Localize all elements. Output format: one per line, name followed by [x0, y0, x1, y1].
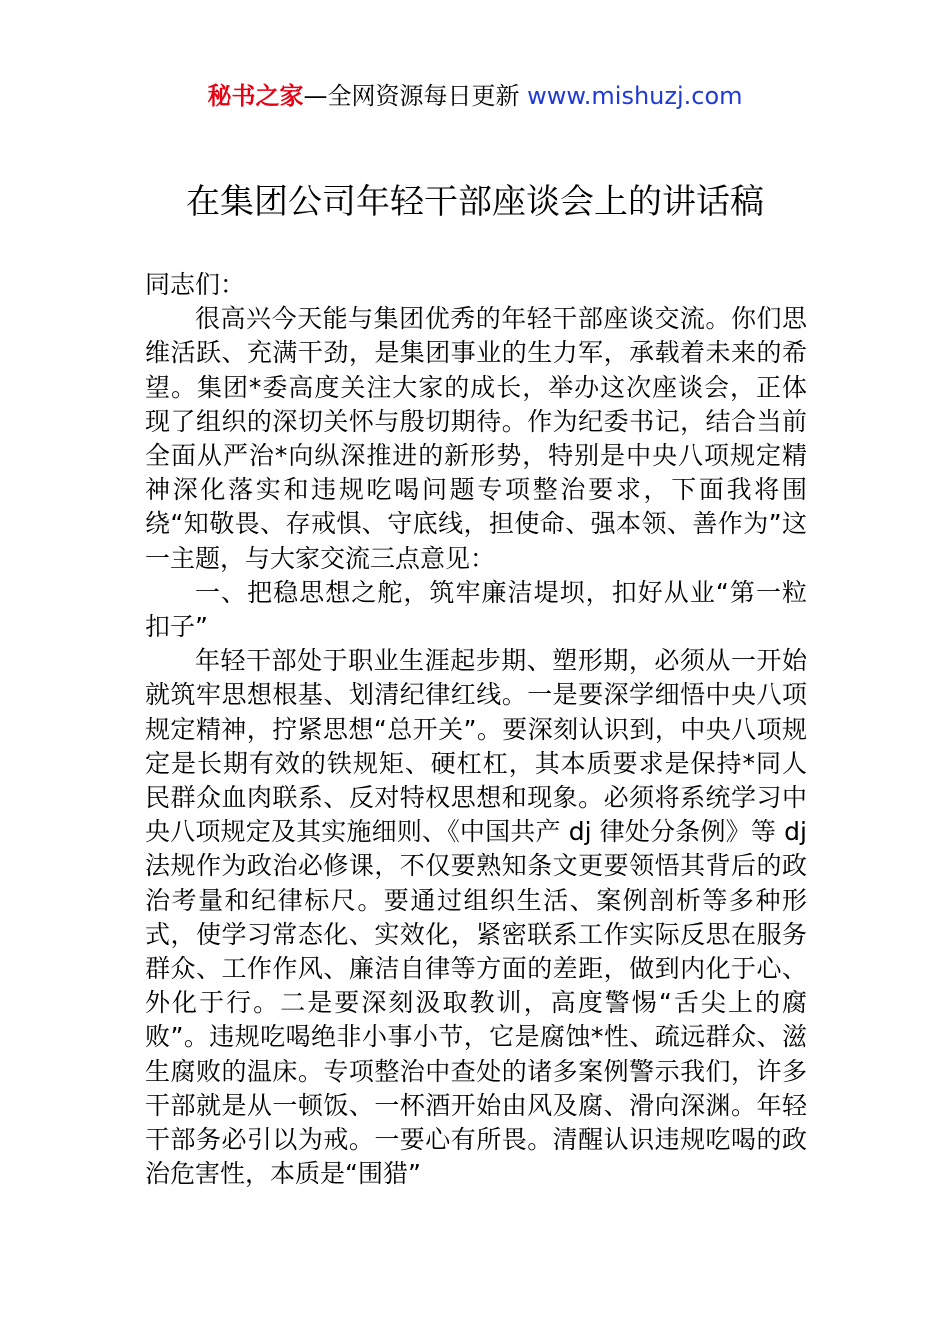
site-header — [0, 80, 950, 112]
site-tagline: —全网资源每日更新 — [303, 82, 520, 110]
site-url-link[interactable]: www.mishuzj.com — [527, 82, 743, 110]
site-brand: 秘书之家 — [207, 82, 304, 110]
body-paragraph: 很高兴今天能与集团优秀的年轻干部座谈交流。你们思维活跃、充满干劲，是集团事业的生力军，承载着未来的希望。集团*委高度关注大家的成长，举办这次座谈会，正体现了组织的深切关怀与殷切期待。作为纪委书记，结合当前全面从严治*向纵深推进的新形势，特别是中央八项规定精神深化落实和违规吃喝问题专项整治要求，下面我将围绕“知敬畏、存戒惧、守底线，担使命、强本领、善作为”这一主题，与大家交流三点意见： — [145, 304, 807, 573]
salutation: 同志们： — [145, 270, 246, 299]
section-heading: 一、把稳思想之舵，筑牢廉洁堤坝，扣好从业“第一粒扣子” — [145, 577, 807, 642]
document-title: 在集团公司年轻干部座谈会上的讲话稿 — [186, 182, 764, 222]
document-body — [145, 268, 807, 1191]
body-paragraph: 年轻干部处于职业生涯起步期、塑形期，必须从一开始就筑牢思想根基、划清纪律红线。一是要深学细悟中央八项规定精神，拧紧思想“总开关”。要深刻认识到，中央八项规定是长期有效的铁规矩、硬杠杠，其本质要求是保持*同人民群众血肉联系、反对特权思想和现象。必须将系统学习中央八项规定及其实施细则、《中国共产 dj 律处分条例》等 dj 法规作为政治必修课，不仅要熟知条文更要领悟其背后的政治考量和纪律标尺。要通过组织生活、案例剖析等多种形式，使学习常态化、实效化，紧密联系工作实际反思在服务群众、工作作风、廉洁自律等方面的差距，做到内化于心、外化于行。二是要深刻汲取教训，高度警惕“舌尖上的腐败”。违规吃喝绝非小事小节，它是腐蚀*性、疏远群众、滋生腐败的温床。专项整治中查处的诸多案例警示我们，许多干部就是从一顿饭、一杯酒开始由风及腐、滑向深渊。年轻干部务必引以为戒。一要心有所畏。清醒认识违规吃喝的政治危害性，本质是“围猎” — [145, 646, 807, 1189]
